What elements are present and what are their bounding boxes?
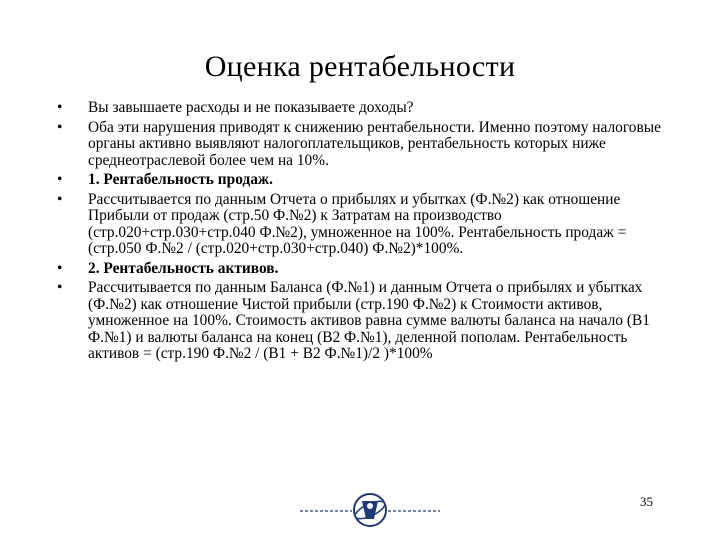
- bullet-icon: •: [57, 190, 63, 208]
- bullet-text: 1. Рентабельность продаж.: [88, 171, 273, 188]
- bullet-text: Рассчитывается по данным Отчета о прибылях и убытках (Ф.№2) как отношение Прибыли от продаж (стр.50 Ф.№2) к Затратам на производство (стр.020+стр.030+стр.040 Ф.№2), умноженное на 100%. Рентабельность продаж = (стр.050 Ф.№2 / (стр.020+стр.030+стр.040) Ф.№2)*100%.: [88, 190, 627, 257]
- bullet-icon: •: [57, 99, 63, 116]
- bullet-item: [57, 120, 667, 170]
- bullet-text: Оба эти нарушения приводят к снижению рентабельности. Именно поэтому налоговые органы активно выявляют налогоплательщиков, рентабельность которых ниже среднеотраслевой более чем на 10%.: [88, 118, 661, 169]
- bullet-item: [57, 192, 667, 258]
- bullet-icon: •: [57, 279, 63, 296]
- bullet-text: Рассчитывается по данным Баланса (Ф.№1) и данным Отчета о прибылях и убытках (Ф.№2) как отношение Чистой прибыли (стр.190 Ф.№2) к Стоимости активов, умноженное на 100%. Стоимость активов равна сумме валюты баланса на начало (В1 Ф.№1) и валюты баланса на конец (В2 Ф.№1), деленной пополам. Рентабельность активов = (стр.190 Ф.№2 / (В1 + В2 Ф.№1)/2 )*100%: [88, 279, 650, 362]
- bullet-text: 2. Рентабельность активов.: [88, 259, 279, 277]
- bullet-icon: •: [57, 259, 63, 277]
- page-number: 35: [640, 494, 653, 509]
- bullet-item: [57, 280, 667, 363]
- bullet-item: [57, 172, 667, 189]
- bullet-icon: •: [57, 171, 63, 188]
- slide-title: Оценка рентабельности: [204, 50, 516, 83]
- bullet-item: [57, 100, 667, 117]
- bullet-icon: •: [57, 118, 63, 136]
- emblem-logo-icon: [300, 493, 440, 527]
- bullet-list: [57, 100, 667, 366]
- bullet-text: Вы завышаете расходы и не показываете доходы?: [88, 99, 414, 116]
- bullet-item: [57, 261, 667, 278]
